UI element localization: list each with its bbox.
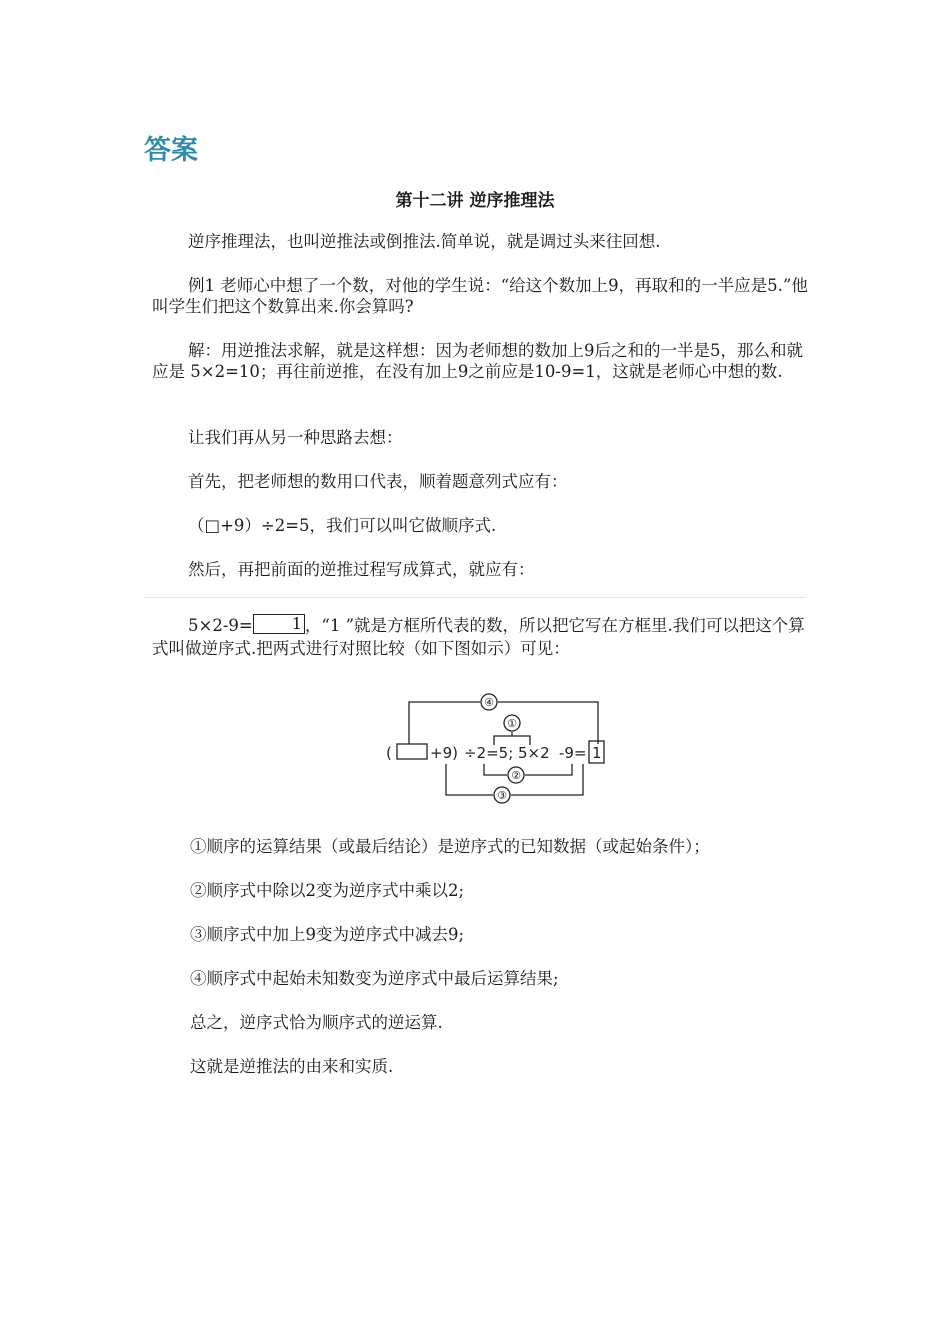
summary: 总之，逆序式恰为顺序式的逆运算. [190, 1013, 443, 1032]
open-paren: ( [386, 744, 392, 762]
reverse-formula-paragraph [152, 614, 808, 660]
reverse-prefix: 5×2-9= [188, 616, 253, 635]
conclusion-1: ①顺序的运算结果（或最后结论）是逆序式的已知数据（或起始条件）； [190, 837, 710, 856]
divide-two: ÷2=5; [464, 744, 514, 762]
unknown-box [397, 744, 427, 759]
solution-paragraph: 解：用逆推法求解，就是这样想：因为老师想的数加上9后之和的一半是5，那么和就应是 5×2=10；再往前逆推，在没有加上9之前应是10-9=1，这就是老师心中想的数. [152, 341, 803, 381]
forward-formula-paragraph: （□+9）÷2=5，我们可以叫它做顺序式. [188, 516, 497, 535]
connector-2 [484, 764, 572, 775]
diagram-answer-value: 1 [592, 744, 602, 762]
conclusion-2: ②顺序式中除以2变为逆序式中乘以2; [190, 881, 465, 900]
first-step-paragraph: 首先，把老师想的数用口代表，顺着题意列式应有： [188, 472, 568, 491]
plus-nine: +9) [430, 744, 458, 762]
comparison-diagram [0, 685, 950, 825]
essence: 这就是逆推法的由来和实质. [190, 1057, 394, 1076]
minus-nine: -9= [559, 744, 587, 762]
answer-heading: 答案 [144, 135, 198, 166]
reverse-rest: ，“1 ”就是方框所代表的数，所以把它写在方框里.我们可以把这个算式叫做逆序式.把两式进行对照比较（如下图如示）可见： [152, 616, 805, 658]
reverse-answer-box: 1 [253, 614, 305, 634]
example-paragraph: 例1 老师心中想了一个数，对他的学生说：“给这个数加上9，再取和的一半应是5.”他叫学生们把这个数算出来.你会算吗? [152, 276, 808, 316]
label-3: ③ [497, 789, 507, 802]
another-way-paragraph: 让我们再从另一种思路去想： [188, 428, 403, 447]
conclusion-3: ③顺序式中加上9变为逆序式中减去9; [190, 925, 465, 944]
lecture-title: 第十二讲 逆序推理法 [395, 191, 555, 211]
then-paragraph: 然后，再把前面的逆推过程写成算式，就应有： [188, 560, 535, 579]
times-two: 5×2 [518, 744, 550, 762]
conclusion-4: ④顺序式中起始未知数变为逆序式中最后运算结果; [190, 969, 559, 988]
intro-paragraph: 逆序推理法，也叫逆推法或倒推法.简单说，就是调过头来往回想. [188, 232, 661, 251]
label-4: ④ [484, 696, 494, 709]
label-1: ① [507, 717, 517, 730]
label-2: ② [511, 769, 521, 782]
divider [144, 597, 806, 598]
